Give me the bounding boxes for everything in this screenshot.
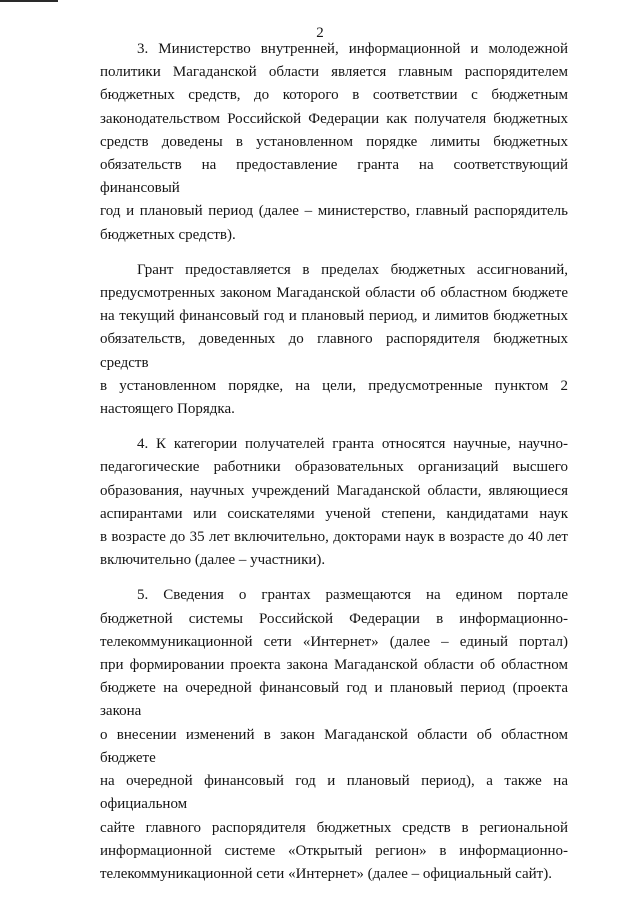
document-body	[100, 38, 568, 886]
text-line: предусмотренных законом Магаданской области об областном бюджете	[100, 285, 568, 302]
text-line: 3. Министерство внутренней, информационной и молодежной	[137, 41, 568, 57]
text-line: 4. К категории получателей гранта относятся научные, научно-	[137, 436, 568, 453]
text-line: 5. Сведения о грантах размещаются на едином портале	[137, 587, 568, 604]
text-line: законодательством Российской Федерации как получателя бюджетных	[100, 110, 568, 127]
text-line: настоящего Порядка.	[100, 401, 235, 418]
text-line: включительно (далее – участники).	[100, 552, 326, 569]
text-line: сайте главного распорядителя бюджетных средств в региональной	[100, 819, 568, 836]
paragraph-3	[100, 38, 568, 247]
text-line: Грант предоставляется в пределах бюджетных ассигнований,	[137, 261, 568, 278]
paragraph-5	[100, 584, 568, 886]
page-number: 2	[316, 25, 324, 41]
text-line: бюджетных средств).	[100, 226, 236, 243]
text-line: педагогические работники образовательных организаций высшего	[100, 459, 568, 476]
text-line: образования, научных учреждений Магаданской области, являющиеся	[100, 482, 568, 499]
text-line: при формировании проекта закона Магаданской области об областном	[100, 657, 568, 674]
text-line: телекоммуникационной сети «Интернет» (далее – официальный сайт).	[100, 865, 552, 882]
text-line: год и плановый период (далее – министерство, главный распорядитель	[100, 203, 568, 220]
text-line: бюджете на очередной финансовый год и плановый период (проекта закона	[100, 680, 568, 720]
text-line: на очередной финансовый год и плановый период), а также на официальном	[100, 773, 568, 813]
text-line: аспирантами или соискателями ученой степени, кандидатами наук	[100, 505, 568, 522]
paragraph-4	[100, 433, 568, 572]
text-line: обязательств, доведенных до главного распорядителя бюджетных средств	[100, 331, 568, 371]
text-line: средств доведены в установленном порядке лимиты бюджетных	[100, 133, 568, 150]
text-line: политики Магаданской области является главным распорядителем	[100, 64, 568, 81]
text-line: телекоммуникационной сети «Интернет» (далее – единый портал)	[100, 633, 568, 650]
text-line: в установленном порядке, на цели, предусмотренные пунктом 2	[100, 377, 568, 394]
text-line: бюджетных средств, до которого в соответствии с бюджетным	[100, 87, 568, 104]
text-line: обязательств на предоставление гранта на соответствующий финансовый	[100, 157, 568, 197]
paragraph-3-grant	[100, 259, 568, 421]
text-line: в возрасте до 35 лет включительно, докторами наук в возрасте до 40 лет	[100, 529, 568, 546]
text-line: информационной системе «Открытый регион» в информационно-	[100, 842, 568, 859]
text-line: о внесении изменений в закон Магаданской области об областном бюджете	[100, 726, 568, 766]
scan-edge-mark	[0, 0, 58, 2]
text-line: бюджетной системы Российской Федерации в информационно-	[100, 610, 568, 627]
text-line: на текущий финансовый год и плановый период, и лимитов бюджетных	[100, 308, 568, 325]
